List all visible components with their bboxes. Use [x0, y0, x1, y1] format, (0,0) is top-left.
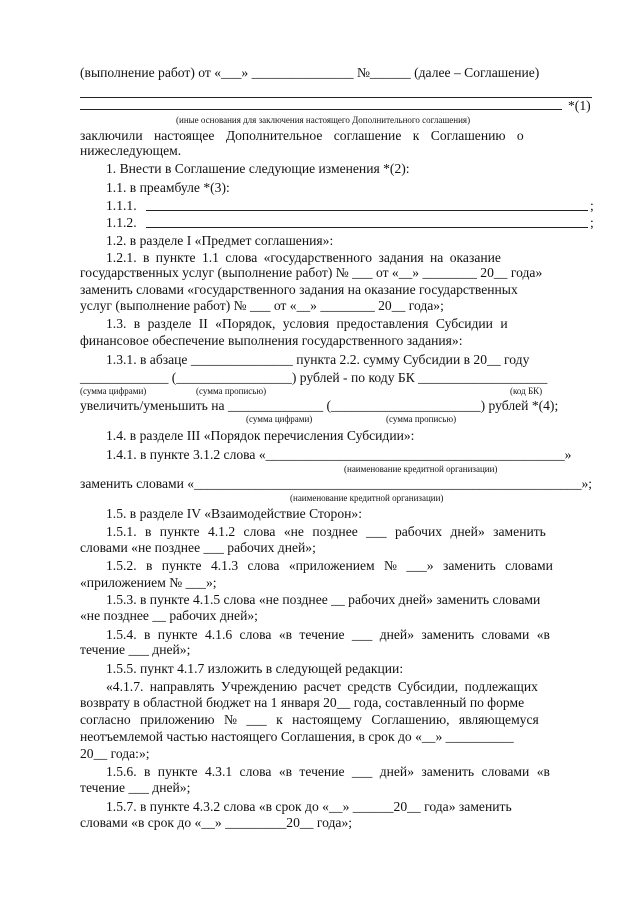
- text-line: «4.1.7. направлять Учреждению расчет средств Субсидии, подлежащих: [106, 679, 538, 694]
- text-line: 20__ года:»;: [80, 746, 150, 761]
- text-line: 1.4. в разделе III «Порядок перечисления Субсидии»:: [106, 428, 415, 443]
- field-caption: (сумма цифрами): [80, 386, 147, 396]
- text-line: заключили настоящее Дополнительное соглашение к Соглашению о: [80, 128, 524, 143]
- field-caption: (код БК): [510, 386, 543, 396]
- blank-rule: [146, 210, 588, 211]
- text-line: 1.5. в разделе IV «Взаимодействие Сторон»:: [106, 506, 362, 521]
- field-caption: (сумма прописью): [386, 414, 457, 424]
- field-caption: (иные основания для заключения настоящего Дополнительного соглашения): [176, 115, 471, 125]
- text-line: 1.1. в преамбуле *(3):: [106, 180, 230, 195]
- text-line: 1.5.4. в пункте 4.1.6 слова «в течение ___ дней» заменить словами «в: [106, 627, 550, 642]
- text-line: 1.5.6. в пункте 4.3.1 слова «в течение ___ дней» заменить словами «в: [106, 764, 550, 779]
- text-line: заменить словами «государственного задания на оказание государственных: [80, 282, 518, 297]
- text-line: течение ___ дней»;: [80, 642, 191, 657]
- text-line: 1.3. в разделе II «Порядок, условия предоставления Субсидии и: [106, 316, 508, 331]
- field-caption: (наименование кредитной организации): [344, 464, 498, 474]
- text-line: нижеследующем.: [80, 143, 182, 158]
- text-line: 1.5.7. в пункте 4.3.2 слова «в срок до «__» ______20__ года» заменить: [106, 799, 512, 814]
- item-label: 1.1.1.: [106, 198, 137, 213]
- field-caption: (сумма прописью): [196, 386, 267, 396]
- text-line: 1.4.1. в пункте 3.1.2 слова «____________________________________________»: [106, 447, 572, 462]
- text-line: 1.2.1. в пункте 1.1 слова «государственного задания на оказание: [106, 250, 501, 265]
- text-line: согласно приложению № ___ к настоящему Соглашению, являющемуся: [80, 712, 539, 727]
- text-line: 1.5.1. в пункте 4.1.2 слова «не позднее ___ рабочих дней» заменить: [106, 524, 546, 539]
- text-line: возврату в областной бюджет на 1 января 20__ года, составленный по форме: [80, 695, 525, 710]
- field-caption: (сумма цифрами): [246, 414, 313, 424]
- blank-rule: [80, 109, 562, 110]
- text-line: неотъемлемой частью настоящего Соглашения, в срок до «__» __________: [80, 729, 514, 744]
- text-line: 1.5.3. в пункте 4.1.5 слова «не позднее __ рабочих дней» заменить словами: [106, 592, 541, 607]
- text-line: течение ___ дней»;: [80, 780, 191, 795]
- text-line: 1.5.5. пункт 4.1.7 изложить в следующей редакции:: [106, 661, 404, 676]
- footnote-ref: *(1): [568, 98, 591, 113]
- item-label: 1.1.2.: [106, 215, 137, 230]
- text-line: увеличить/уменьшить на ______________ (______________________) рублей *(4);: [80, 398, 559, 413]
- text-line: «не позднее __ рабочих дней»;: [80, 608, 258, 623]
- line-end: ;: [590, 198, 594, 213]
- field-caption: (наименование кредитной организации): [290, 493, 444, 503]
- text-line: 1.2. в разделе I «Предмет соглашения»:: [106, 233, 334, 248]
- text-line: _____________ (_________________) рублей - по коду БК ___________________: [80, 370, 548, 385]
- text-line: 1.5.2. в пункте 4.1.3 слова «приложением № ___» заменить словами: [106, 558, 553, 573]
- text-line: 1. Внести в Соглашение следующие изменения *(2):: [106, 161, 410, 176]
- text-line: финансовое обеспечение выполнения государственного задания»:: [80, 333, 463, 348]
- line-end: ;: [590, 215, 594, 230]
- text-line: 1.3.1. в абзаце _______________ пункта 2.2. сумму Субсидии в 20__ году: [106, 352, 530, 367]
- text-line: «приложением № ___»;: [80, 575, 217, 590]
- text-line: словами «в срок до «__» _________20__ года»;: [80, 815, 353, 830]
- text-line: услуг (выполнение работ) № ___ от «__» ________ 20__ года»;: [80, 298, 444, 313]
- blank-rule: [80, 97, 592, 98]
- text-line: заменить словами «_________________________________________________________»;: [80, 476, 593, 491]
- blank-rule: [146, 227, 588, 228]
- text-line: словами «не позднее ___ рабочих дней»;: [80, 540, 316, 555]
- text-line: государственных услуг (выполнение работ) № ___ от «__» ________ 20__ года»: [80, 265, 543, 280]
- text-line: (выполнение работ) от «___» _______________ №______ (далее – Соглашение): [80, 65, 540, 80]
